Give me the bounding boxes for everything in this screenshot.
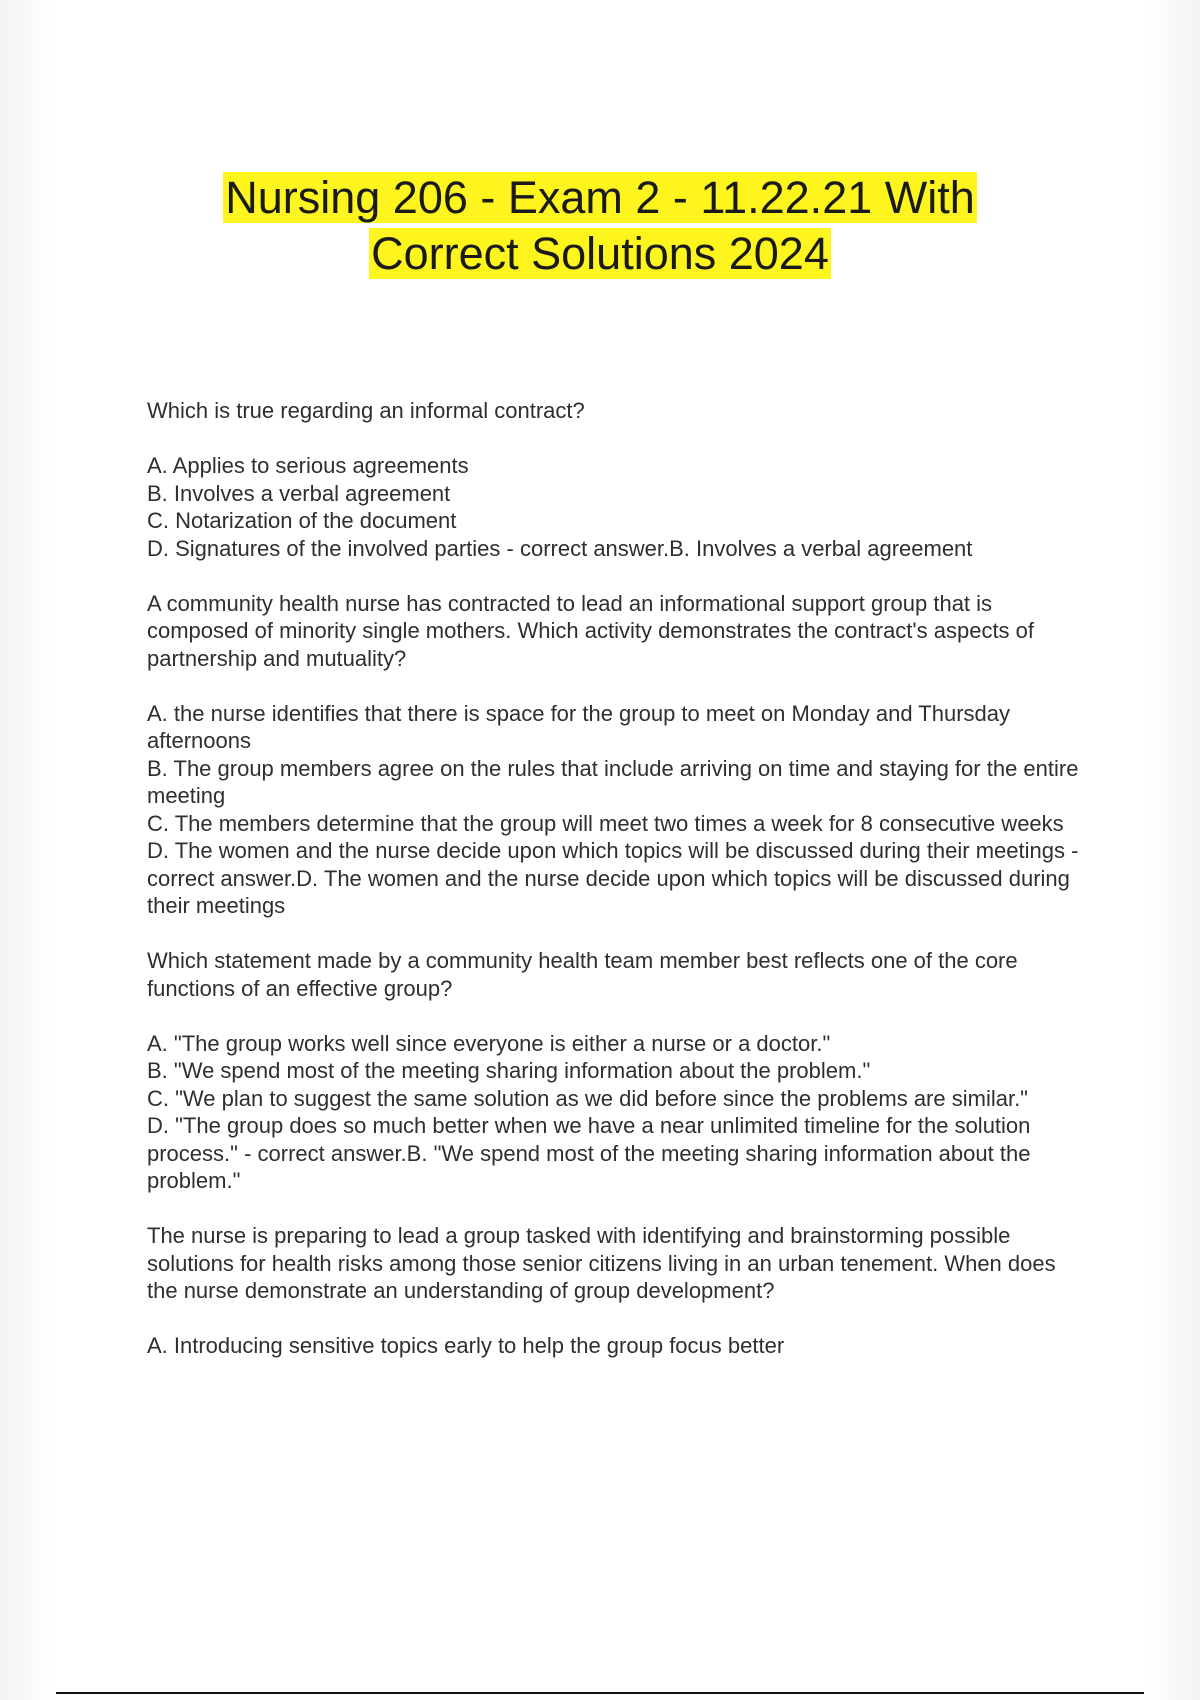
question-1-text: Which is true regarding an informal contract? xyxy=(147,398,585,423)
question-block-4 xyxy=(147,1222,1087,1360)
question-1-option-d: D. Signatures of the involved parties - correct answer.B. Involves a verbal agreement xyxy=(147,535,973,561)
question-2-option-c: C. The members determine that the group will meet two times a week for 8 consecutive weeks xyxy=(147,810,1064,836)
question-4-option-a: A. Introducing sensitive topics early to help the group focus better xyxy=(147,1333,785,1358)
page-edge-shade-right xyxy=(1145,0,1200,1700)
page-edge-shade-left xyxy=(0,0,55,1700)
question-2-option-a: A. the nurse identifies that there is space for the group to meet on Monday and Thursday afternoons xyxy=(147,700,1017,753)
question-3-option-b: B. "We spend most of the meeting sharing information about the problem." xyxy=(147,1058,871,1083)
question-3-option-d: D. "The group does so much better when we have a near unlimited timeline for the solution process." - correct answer.B. "We spend most of the meeting sharing information about the problem." xyxy=(147,1113,1037,1193)
question-4-options xyxy=(147,1332,1087,1360)
question-2-options xyxy=(147,700,1087,920)
question-2-option-b: B. The group members agree on the rules that include arriving on time and staying for the entire meeting xyxy=(147,755,1085,808)
question-1-option-c: C. Notarization of the document xyxy=(147,508,457,533)
question-block-3 xyxy=(147,947,1087,1195)
document-title xyxy=(100,170,1100,282)
question-block-1 xyxy=(147,397,1087,562)
question-2-option-d: D. The women and the nurse decide upon which topics will be discussed during their meetings - correct answer.D. The women and the nurse decide upon which topics will be discussed during their meetings xyxy=(147,838,1085,918)
bottom-divider xyxy=(56,1692,1144,1694)
question-3-options xyxy=(147,1030,1087,1195)
question-4-text: The nurse is preparing to lead a group tasked with identifying and brainstorming possible solutions for health risks among those senior citizens living in an urban tenement. When does the nurse demonstrate an understanding of group development? xyxy=(147,1223,1056,1303)
question-1-option-a: A. Applies to serious agreements xyxy=(147,453,469,478)
question-1-options xyxy=(147,452,1087,562)
question-block-2 xyxy=(147,590,1087,920)
question-1-option-b: B. Involves a verbal agreement xyxy=(147,480,451,506)
question-3-option-a: A. "The group works well since everyone is either a nurse or a doctor." xyxy=(147,1030,831,1056)
question-3-option-c: C. "We plan to suggest the same solution as we did before since the problems are similar." xyxy=(147,1085,1028,1111)
title-line-1: Nursing 206 - Exam 2 - 11.22.21 With xyxy=(225,172,975,223)
question-2-text: A community health nurse has contracted to lead an informational support group that is composed of minority single mothers. Which activity demonstrates the contract's aspects of partnership and mutuality? xyxy=(147,590,1035,671)
title-line-2: Correct Solutions 2024 xyxy=(371,228,829,279)
question-3-text: Which statement made by a community health team member best reflects one of the core functions of an effective group? xyxy=(147,948,1018,1001)
document-body xyxy=(147,397,1087,1360)
